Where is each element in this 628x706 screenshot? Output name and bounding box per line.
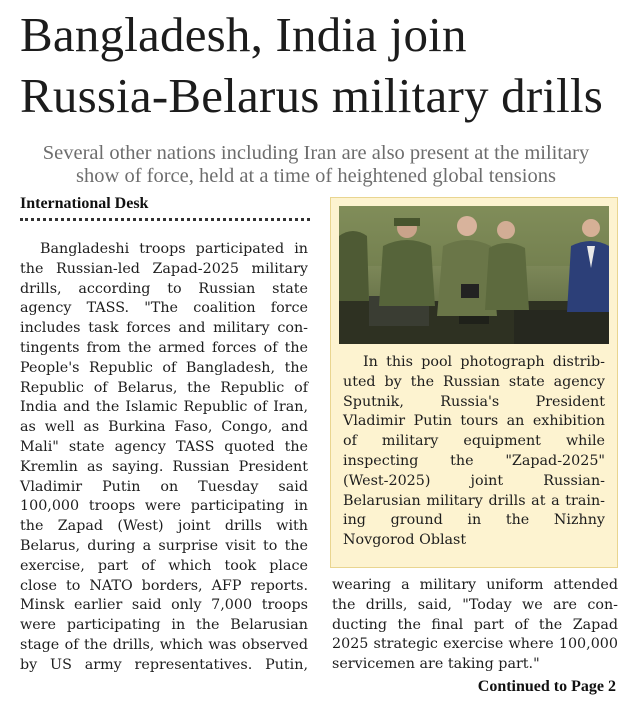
body-line: were participating in the Belarusian <box>20 617 308 634</box>
body-line: stage of the drills, which was observed <box>20 636 308 653</box>
caption-line: of military equipment while <box>343 433 605 450</box>
caption-line: Vladimir Putin tours an exhibition <box>343 413 605 430</box>
caption-line: Belarusian military drills at a train- <box>343 492 605 509</box>
continued-link[interactable]: Continued to Page 2 <box>477 678 616 695</box>
body-line: 100,000 troops were participating in <box>20 498 308 515</box>
caption-line: uted by the Russian state agency <box>343 373 605 390</box>
caption-line: Sputnik, Russia's President <box>343 393 605 410</box>
body-line: by US army representatives. Putin, <box>20 656 308 673</box>
body-line: Kremlin as saying. Russian President <box>20 458 308 475</box>
body-line: exercise, part of which took place <box>20 557 308 574</box>
byline: International Desk <box>20 195 149 212</box>
photo-illustration <box>339 206 609 344</box>
body-line: 2025 strategic exercise where 100,000 <box>332 636 618 653</box>
caption-line: (West-2025) joint Russian- <box>343 472 605 489</box>
body-line: India and the Islamic Republic of Iran, <box>20 399 308 416</box>
caption-line: Novgorod Oblast <box>343 532 467 549</box>
body-line: servicemen are taking part." <box>332 656 540 673</box>
subhead-line-2: show of force, held at a time of heightened global tensions <box>76 165 556 187</box>
body-line: close to NATO borders, AFP reports. <box>20 577 308 594</box>
body-line: the Zapad (West) joint drills with <box>20 518 308 535</box>
photo-box <box>330 197 618 568</box>
body-line: wearing a military uniform attended <box>332 577 618 593</box>
headline <box>20 4 620 126</box>
body-line: Belarus, during a surprise visit to the <box>20 537 308 554</box>
caption-line: In this pool photograph distrib- <box>363 354 605 370</box>
body-line: tingents from the armed forces of the <box>20 339 308 356</box>
body-line: Mali" state agency TASS quoted the <box>20 438 308 455</box>
body-line: Vladimir Putin on Tuesday said <box>20 478 308 495</box>
body-line: as well as Burkina Faso, Congo, and <box>20 419 308 436</box>
news-photo <box>339 206 609 344</box>
photo-caption <box>343 353 605 551</box>
body-line: drills, according to Russian state <box>20 280 308 297</box>
article-body-column-1 <box>20 240 308 676</box>
dotted-divider <box>20 218 310 221</box>
subhead-line-1: Several other nations including Iran are also present at the military <box>42 142 590 164</box>
body-line: ducting the final part of the Zapad <box>332 616 618 633</box>
headline-line-1: Bangladesh, India join <box>20 7 467 62</box>
body-line: Bangladeshi troops participated in <box>40 241 308 257</box>
caption-line: ing ground in the Nizhny <box>343 512 605 529</box>
body-line: People's Republic of Bangladesh, the <box>20 359 308 376</box>
article-body-column-2 <box>332 576 618 675</box>
body-line: the Russian-led Zapad-2025 military <box>20 260 308 277</box>
body-line: agency TASS. "The coalition force <box>20 300 308 317</box>
body-line: Minsk earlier said only 7,000 troops <box>20 597 308 614</box>
headline-line-2: Russia-Belarus military drills <box>20 68 604 123</box>
body-line: includes task forces and military con- <box>20 320 308 337</box>
body-line: the drills, said, "Today we are con- <box>332 596 618 613</box>
subheadline <box>14 142 618 188</box>
body-line: Republic of Belarus, the Republic of <box>20 379 308 396</box>
caption-line: inspecting the "Zapad-2025" <box>343 452 605 469</box>
